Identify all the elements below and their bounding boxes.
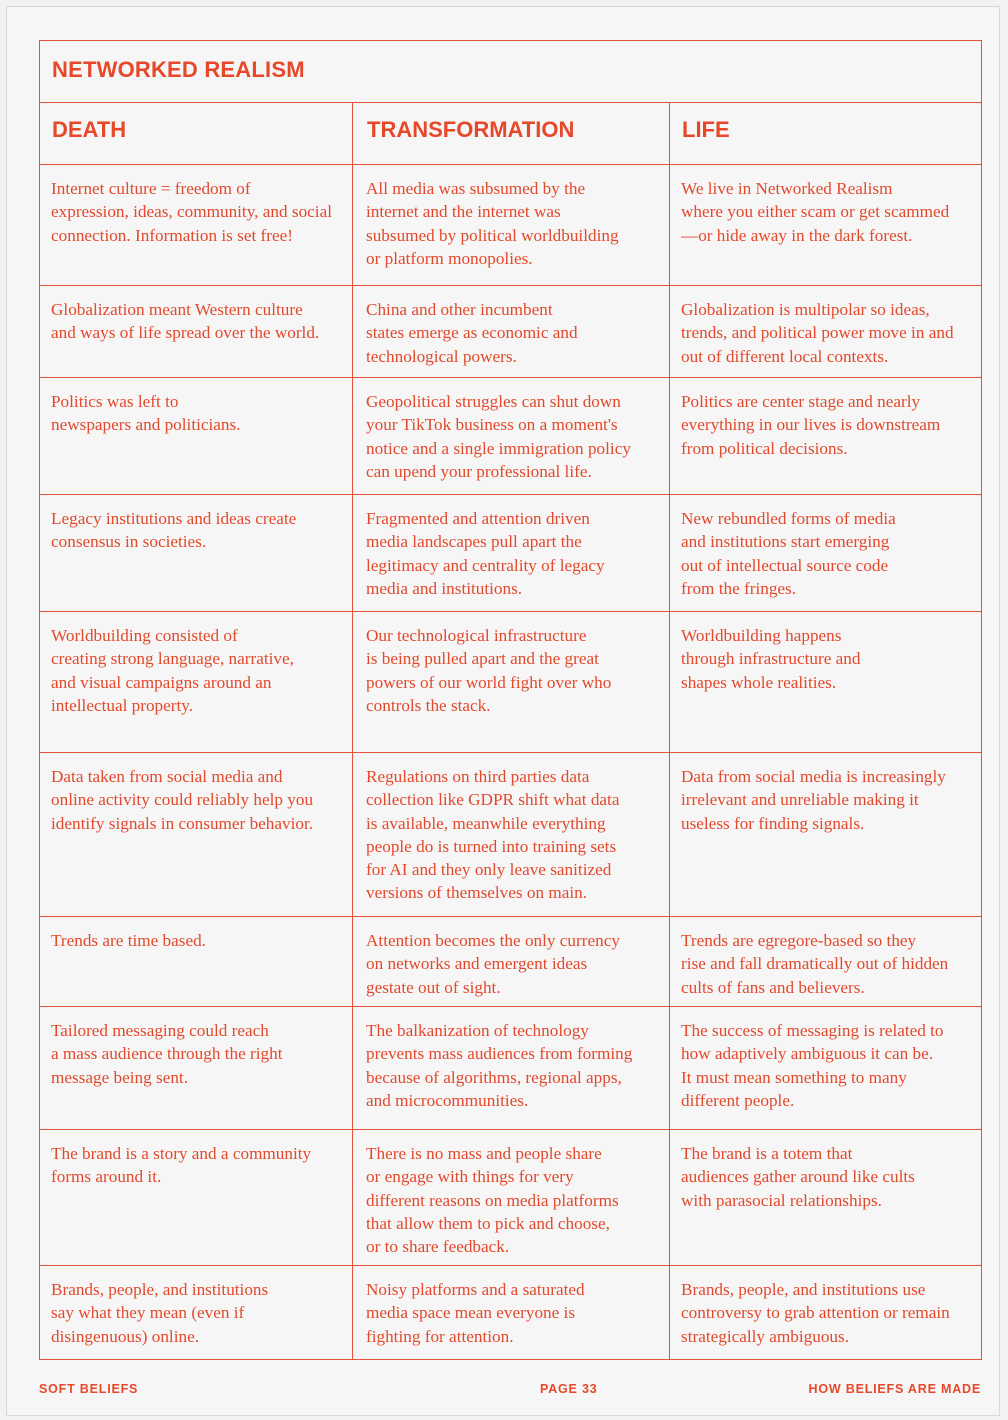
death-cell: Internet culture = freedom of expression, ideas, community, and social connection. Information is set free! [40,165,353,286]
footer-chapter-title: HOW BELIEFS ARE MADE [808,1382,981,1396]
death-cell: Tailored messaging could reach a mass audience through the right message being sent. [40,1007,353,1130]
death-cell: The brand is a story and a community forms around it. [40,1130,353,1266]
death-cell: Brands, people, and institutions say what they mean (even if disingenuous) online. [40,1266,353,1360]
life-cell: We live in Networked Realism where you either scam or get scammed —or hide away in the dark forest. [670,165,982,286]
life-cell: Brands, people, and institutions use controversy to grab attention or remain strategically ambiguous. [670,1266,982,1360]
networked-realism-table [39,40,982,1360]
table-row [40,753,982,917]
header-death: DEATH [40,103,353,165]
death-cell: Globalization meant Western culture and ways of life spread over the world. [40,286,353,378]
life-cell: The success of messaging is related to how adaptively ambiguous it can be. It must mean something to many different people. [670,1007,982,1130]
table-row [40,917,982,1007]
transformation-cell: Geopolitical struggles can shut down your TikTok business on a moment's notice and a single immigration policy can upend your professional life. [353,378,670,495]
header-life: LIFE [670,103,982,165]
transformation-cell: All media was subsumed by the internet and the internet was subsumed by political worldbuilding or platform monopolies. [353,165,670,286]
transformation-cell: Our technological infrastructure is being pulled apart and the great powers of our world fight over who controls the stack. [353,612,670,753]
table-row [40,286,982,378]
transformation-cell: Noisy platforms and a saturated media space mean everyone is fighting for attention. [353,1266,670,1360]
transformation-cell: The balkanization of technology prevents mass audiences from forming because of algorithms, regional apps, and microcommunities. [353,1007,670,1130]
life-cell: Worldbuilding happens through infrastructure and shapes whole realities. [670,612,982,753]
footer-page-number: PAGE 33 [540,1382,598,1396]
transformation-cell: Fragmented and attention driven media landscapes pull apart the legitimacy and centrality of legacy media and institutions. [353,495,670,612]
transformation-cell: Attention becomes the only currency on networks and emergent ideas gestate out of sight. [353,917,670,1007]
document-page [6,6,1000,1416]
transformation-cell: There is no mass and people share or engage with things for very different reasons on media platforms that allow them to pick and choose, or to share feedback. [353,1130,670,1266]
death-cell: Legacy institutions and ideas create consensus in societies. [40,495,353,612]
header-transformation: TRANSFORMATION [353,103,670,165]
life-cell: Globalization is multipolar so ideas, trends, and political power move in and out of different local contexts. [670,286,982,378]
life-cell: Data from social media is increasingly irrelevant and unreliable making it useless for finding signals. [670,753,982,917]
table-header-row [40,103,982,165]
transformation-cell: Regulations on third parties data collection like GDPR shift what data is available, meanwhile everything people do is turned into training sets for AI and they only leave sanitized versions of themselves on main. [353,753,670,917]
table-title: NETWORKED REALISM [40,41,982,103]
table-row [40,1266,982,1360]
table-title-row [40,41,982,103]
life-cell: New rebundled forms of media and institutions start emerging out of intellectual source code from the fringes. [670,495,982,612]
life-cell: Politics are center stage and nearly everything in our lives is downstream from political decisions. [670,378,982,495]
life-cell: Trends are egregore-based so they rise and fall dramatically out of hidden cults of fans and believers. [670,917,982,1007]
transformation-cell: China and other incumbent states emerge as economic and technological powers. [353,286,670,378]
table-row [40,612,982,753]
table-row [40,1007,982,1130]
table-row [40,1130,982,1266]
death-cell: Data taken from social media and online activity could reliably help you identify signals in consumer behavior. [40,753,353,917]
life-cell: The brand is a totem that audiences gather around like cults with parasocial relationships. [670,1130,982,1266]
death-cell: Worldbuilding consisted of creating strong language, narrative, and visual campaigns around an intellectual property. [40,612,353,753]
table-row [40,378,982,495]
death-cell: Politics was left to newspapers and politicians. [40,378,353,495]
table-row [40,165,982,286]
footer-book-title: SOFT BELIEFS [39,1382,139,1396]
death-cell: Trends are time based. [40,917,353,1007]
table-row [40,495,982,612]
